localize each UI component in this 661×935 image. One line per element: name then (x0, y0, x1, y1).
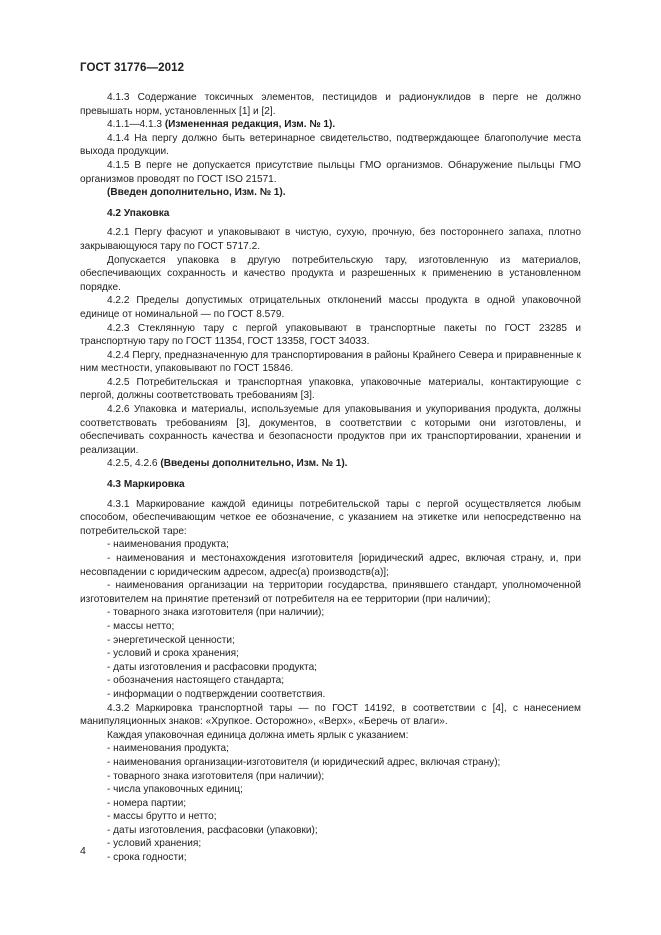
list-item: - обозначения настоящего стандарта; (107, 675, 285, 687)
paragraph-4-2-4: 4.2.4 Пергу, предназначенную для транспортирования в районы Крайнего Севера и приравненные к ним местности, упаковывают по ГОСТ 15846. (80, 349, 581, 375)
list-item: - наименования организации на территории государства, принявшего стандарт, уполномоченной изготовителем на принятие претензий от потребителя на ее территории (при наличии); (80, 580, 581, 605)
list-item: - массы брутто и нетто; (107, 811, 217, 823)
list-item: - срока годности; (107, 852, 187, 864)
consumer-label-list (80, 538, 581, 701)
list-item: - энергетической ценности; (107, 634, 235, 646)
paragraph-4-2-1: 4.2.1 Пергу фасуют и упаковывают в чистую, сухую, прочную, без постороннего запаха, плотно закрывающуюся тару по ГОСТ 5717.2. (80, 227, 581, 252)
amendment-note-4-1-5: (Введен дополнительно, Изм. № 1). (107, 187, 286, 199)
list-item: - даты изготовления и расфасовки продукта; (107, 661, 317, 673)
list-item: - наименования продукта; (107, 539, 229, 551)
paragraph-4-1-3: 4.1.3 Содержание токсичных элементов, пестицидов и радионуклидов в перге не должно превышать норм, установленных [1] и [2]. (80, 92, 581, 117)
paragraph-4-1-5: 4.1.5 В перге не допускается присутствие пыльцы ГМО организмов. Обнаружение пыльцы ГМО организмов проводят по ГОСТ ISO 21571. (80, 159, 581, 185)
section-heading-4-2: 4.2 Упаковка (107, 207, 170, 219)
shipping-label-list (80, 742, 581, 864)
amendment-ref: 4.1.1—4.1.3 (107, 119, 165, 131)
amendment-text: (Введены дополнительно, Изм. № 1). (160, 458, 348, 470)
list-item: - наименования организации-изготовителя (и юридический адрес, включая страну); (107, 756, 501, 768)
paragraph-4-3-2-b: Каждая упаковочная единица должна иметь ярлык с указанием: (107, 729, 409, 741)
paragraph-4-2-5: 4.2.5 Потребительская и транспортная упаковка, упаковочные материалы, контактирующие с пергой, должны соответствовать требованиям [3]. (80, 376, 581, 402)
list-item: - условий и срока хранения; (107, 648, 239, 660)
list-item: - условий хранения; (107, 838, 202, 850)
list-item: - номера партии; (107, 797, 187, 809)
list-item: - наименования и местонахождения изготовителя [юридический адрес, включая страну, и, при несовпадении с юридическим адресом, адрес(а) производств(а)]; (80, 553, 581, 578)
paragraph-4-3-2: 4.3.2 Маркировка транспортной тары — по ГОСТ 14192, в соответствии с [4], с нанесением манипуляционных знаков: «Хрупкое. Осторожно», «Верх», «Беречь от влаги». (80, 702, 581, 728)
list-item: - даты изготовления, расфасовки (упаковки); (107, 824, 318, 836)
document-header: ГОСТ 31776—2012 (80, 62, 185, 74)
amendment-note-4-1-1-4-1-3 (80, 118, 581, 132)
paragraph-4-2-1-b: Допускается упаковка в другую потребительскую тару, изготовленную из материалов, обеспечивающих сохранность и качество продукта и разрешенных к применению в установленном порядке. (80, 254, 581, 293)
amendment-text: (Измененная редакция, Изм. № 1). (164, 119, 336, 131)
amendment-ref: 4.2.5, 4.2.6 (107, 458, 161, 470)
amendment-note-4-2-5-4-2-6 (80, 457, 581, 471)
paragraph-4-1-4: 4.1.4 На пергу должно быть ветеринарное свидетельство, подтверждающее благополучие места выхода продукции. (80, 132, 581, 158)
paragraph-4-2-3: 4.2.3 Стеклянную тару с пергой упаковывают в транспортные пакеты по ГОСТ 23285 и транспортную тару по ГОСТ 11354, ГОСТ 13358, ГОСТ 34033. (80, 322, 581, 348)
list-item: - массы нетто; (107, 620, 175, 632)
list-item: - наименования продукта; (107, 743, 229, 755)
list-item: - товарного знака изготовителя (при наличии); (107, 607, 325, 619)
page-number: 4 (80, 845, 86, 857)
paragraph-4-2-6: 4.2.6 Упаковка и материалы, используемые для упаковывания и укупоривания продукта, должны соответствовать требованиям [3], документов, в соответствии с которыми они изготовлены, и обеспечивать сохранность качества и безопасности продуктов при их транспортировании, хранении и реализации. (80, 404, 581, 456)
list-item: - числа упаковочных единиц; (107, 784, 243, 796)
paragraph-4-2-2: 4.2.2 Пределы допустимых отрицательных отклонений массы продукта в одной упаковочной единице от номинальной — по ГОСТ 8.579. (80, 295, 581, 320)
document-body (80, 91, 581, 865)
list-item: - товарного знака изготовителя (при наличии); (107, 770, 325, 782)
section-heading-4-3: 4.3 Маркировка (107, 479, 185, 491)
paragraph-4-3-1: 4.3.1 Маркирование каждой единицы потребительской тары с пергой осуществляется любым способом, обеспечивающим четкое ее обозначение, с указанием на этикетке или непосредственно на потребительской таре: (80, 498, 581, 537)
list-item: - информации о подтверждении соответствия. (107, 688, 326, 700)
